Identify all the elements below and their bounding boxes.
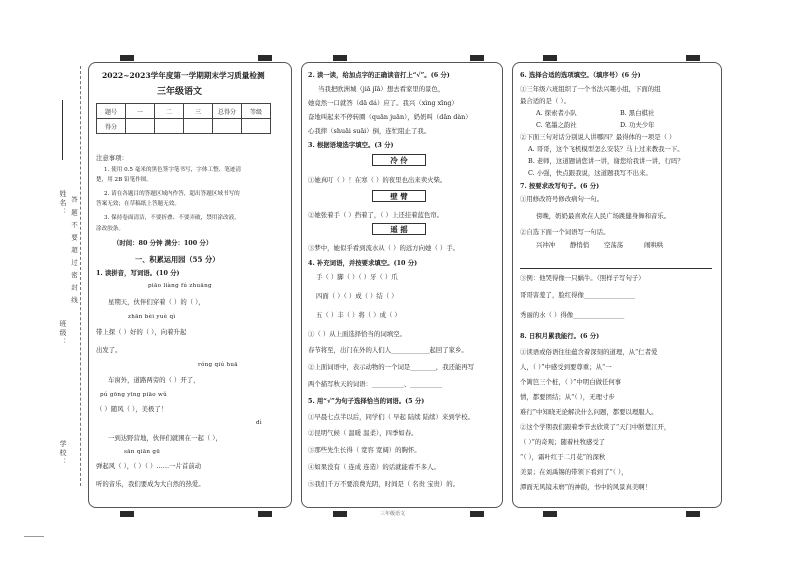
- q4-row: 四面（ ）（ ）成（ ）结（ ）: [316, 292, 398, 300]
- page-footer: 三年级语文: [380, 511, 406, 517]
- pinyin: sān qiān gū: [124, 449, 161, 455]
- name-label: 姓名：: [59, 190, 67, 217]
- registration-mark: [333, 55, 347, 61]
- score-cell[interactable]: [242, 119, 271, 134]
- q8-line: 情，都要团结；从“（ ），无理寸步: [520, 393, 615, 401]
- pinyin: pú gōng yīng piāo wǔ: [100, 392, 168, 398]
- note-line: 楚，用 2B 铅笔作图。: [96, 177, 152, 183]
- registration-mark: [470, 55, 484, 61]
- q6-option: C. 小强，快点跟我说，这道题我写不出来。: [528, 169, 652, 177]
- q7-line: ②自选下面一个词语写一句话。: [520, 228, 610, 236]
- margin-tick: [24, 536, 44, 537]
- registration-mark: [333, 511, 347, 517]
- q7-line: ①用修改符号修改病句一句。: [520, 195, 604, 203]
- q5-sentence: ③那些先生长得（ 宽容 宽阔）的胸怀。: [308, 446, 421, 454]
- score-header: 总得分: [213, 104, 242, 119]
- school-label: 学校：: [59, 440, 67, 467]
- q4-title: 4. 补充词语，并按要求填空。(10 分): [308, 259, 418, 267]
- q7-line: 傍晚，奶奶最喜欢在人民广场跳健身舞和音乐。: [536, 212, 671, 220]
- q8-title: 8. 日积月累我能行。(6 分): [520, 332, 600, 340]
- q8-line: 人，（ ）”中感受到要尊重；从“一: [520, 363, 612, 371]
- q1-line: （ ）随风（ ），美极了！: [96, 405, 168, 413]
- q7-word: 静悄悄: [570, 241, 590, 249]
- q7-word: 兴冲冲: [536, 241, 556, 249]
- exam-title: 2022~2023学年度第一学期期末学习质量检测: [102, 71, 265, 80]
- note-line: 1. 使用 0.5 毫米的黑色签字笔书写，字体工整、笔迹清: [104, 167, 242, 173]
- class-label: 班级：: [59, 320, 67, 347]
- q5-sentence: ②昆明气候（ 温暖 温柔），四季如春。: [308, 429, 418, 437]
- q7-title: 7. 按要求改写句子。(6 分): [520, 182, 600, 190]
- score-cell[interactable]: [213, 119, 242, 134]
- q7-word: 空荡荡: [604, 241, 624, 249]
- note-line: 答案无效；在草稿纸上答题无效。: [96, 201, 180, 207]
- q3-title: 3. 根据语境选字填空。(3 分): [308, 141, 394, 149]
- q4-sentence: ②上面词语中，表示动物的一个词是________，我还能再写: [308, 363, 475, 371]
- q8-line: ②这个学期我们跟着季节去欣赏了“天门中断楚江开，: [520, 423, 671, 431]
- registration-mark: [258, 55, 272, 61]
- score-header: 题号: [97, 104, 126, 119]
- score-cell[interactable]: [126, 119, 155, 134]
- q3-sentence: ③梦中，她似乎看到流水从（ ）的远方向她（ ）手。: [308, 244, 460, 252]
- score-table: [96, 103, 271, 134]
- q7-line: 秀丽的水（ ）得像________________: [520, 311, 625, 319]
- score-row-label: 得分: [97, 119, 126, 134]
- q4-sentence: 两个描写秋天的词语：__________、__________: [308, 380, 443, 388]
- q7-line: 哥哥害羞了，脸红得像________________: [520, 291, 636, 299]
- q3-sentence: ①她真叮（ ）！在寒（ ）的夜里也出来卖火柴。: [308, 176, 447, 184]
- pinyin: piāo liàng fú zhuāng: [148, 283, 212, 289]
- seal-text: 答 题 不 要 超 过 密 封 线: [70, 196, 78, 306]
- q8-line: 难行”中知晓无论解决什么问题，都要以理服人。: [520, 408, 658, 416]
- q6-line: 最合适的是（ ）。: [520, 97, 570, 105]
- q1-line: 星期天，伙伴们穿着（ ）的（ ），: [108, 298, 205, 306]
- q7-line: ③例：他哭得像一只蜗牛。（照样子写句子）: [520, 274, 645, 282]
- q1-line: 出发了。: [96, 346, 122, 354]
- seal-line: [80, 66, 81, 486]
- registration-mark: [470, 511, 484, 517]
- q8-line: 个篱笆三个桩，（ ）”中明白做任何事: [520, 378, 622, 386]
- q8-line: “（ ），霜叶红于二月花”的深秋: [520, 453, 606, 461]
- registration-mark: [120, 55, 134, 61]
- q6-option: A. 探索者小队: [536, 109, 577, 117]
- q5-title: 5. 用“√”为句子选择恰当的词语。(5 分): [308, 397, 425, 405]
- registration-mark: [258, 511, 272, 517]
- q1-line: 听的音乐，我们要成为大自然的热爱。: [96, 480, 205, 488]
- score-header: 一: [126, 104, 155, 119]
- score-cell[interactable]: [184, 119, 213, 134]
- pinyin: zhān bèi yuè qì: [128, 314, 176, 320]
- q3-sentence: ②她张着手（ ）挡着了，（ ）上还挂着蓝色帘。: [308, 211, 444, 219]
- q6-line: ①三年级六班组织了一个书法兴趣小组，下面的组: [520, 85, 661, 93]
- word-choice-box: 遥 摇: [372, 223, 426, 235]
- answer-line[interactable]: [520, 268, 712, 269]
- exam-subtitle: 三年级语文: [157, 87, 203, 97]
- q7-word: 闹哄哄: [644, 241, 664, 249]
- q5-sentence: ⑤我们千万不要浪费光阴，时间是（ 名贵 宝贵）的。: [308, 480, 460, 488]
- q1-line: 带上探（ ）好的（ ），向着升起: [96, 328, 187, 336]
- score-header: 二: [155, 104, 184, 119]
- time-score: （时间：80 分钟 满分：100 分）: [113, 239, 213, 247]
- notes-title: 注意事项：: [96, 154, 128, 162]
- registration-mark: [543, 55, 557, 61]
- word-choice-box: 冷 伶: [372, 154, 426, 166]
- q2-line: 她竟然一口就答（dā dá）应了。我兴（xìng xīng）: [308, 99, 458, 107]
- q2-title: 2. 读一读，给加点字的正确读音打上“√”。(6 分): [308, 71, 450, 79]
- q6-line: ②下面三句对话分别说人讲哪四？最得体的一项是（ ）: [520, 133, 676, 141]
- q6-option: B. 黑白棋社: [620, 109, 655, 117]
- q6-option: D. 功夫少年: [620, 121, 655, 129]
- q5-sentence: ④如果没有（ 连成 连造）的话就能看不多人。: [308, 463, 440, 471]
- q6-title: 6. 选择合适的选项填空。（填序号）(6 分): [520, 71, 641, 79]
- q8-line: 潭面无风镜未磨”的神韵，书中的风景真美啊！: [520, 483, 652, 491]
- part1-heading: 一、积累运用园（55 分）: [135, 255, 220, 264]
- q6-option: A. 哥哥，这个飞机模型怎么安装？马上过来教我一下。: [528, 145, 684, 153]
- name-line: [62, 100, 63, 160]
- q2-line: 心我摔（shuāi suāi）倒，连忙阻止了我。: [308, 127, 431, 135]
- score-cell[interactable]: [155, 119, 184, 134]
- registration-mark: [120, 511, 134, 517]
- q1-line: 弹起风（ ），（ ）（ ）……一片首前动: [96, 462, 202, 470]
- q4-row: 手（ ）脚（ ）（ ）牙（ ）爪: [316, 273, 398, 281]
- score-header: 三: [184, 104, 213, 119]
- note-line: 3. 保持卷面清洁，不要折叠、不要弄破，禁用涂改液、: [104, 215, 240, 221]
- registration-mark: [686, 55, 700, 61]
- q4-row: 五（ ）丰（ ）将（ ）成（ ）: [316, 311, 401, 319]
- score-header: 等级: [242, 104, 271, 119]
- pinyin: róng qiú huā: [198, 362, 238, 368]
- q8-line: ①读语或俗语往往蕴含着深刻的道理，从“仁者爱: [520, 348, 658, 356]
- note-line: 涂改胶条。: [96, 226, 124, 232]
- q4-sentence: 春节将至，出门在外的人们人____________起回了家乡。: [308, 346, 468, 354]
- pinyin: dì: [256, 420, 262, 426]
- q2-line: 奋地叫起来不停转圈（quān juān），奶奶叫（dān dàn）: [308, 113, 472, 121]
- registration-mark: [543, 511, 557, 517]
- q8-line: 美景；在刘禹锡的带领下看到了“（ ），: [520, 468, 628, 476]
- q4-sentence: ①（ ）从上面选择恰当的词填空。: [308, 330, 406, 338]
- word-choice-box: 壁 臂: [372, 190, 426, 202]
- q5-sentence: ①早晨七点半以后，同学们（ 早起 陆续 陆续）来到学校。: [308, 413, 474, 421]
- q2-line: 当我把欧洲城（jiā jǐā）想去看家里的景色，: [318, 85, 445, 93]
- q1-line: 车窗外，道路两旁的（ ）开了，: [108, 376, 200, 384]
- note-line: 2. 请在各题目的答题区域内作答，超出答题区域书写的: [104, 191, 240, 197]
- q1-line: 一到达野营地，伙伴们就围在一起（ ），: [108, 434, 222, 442]
- q1-title: 1. 读拼音，写词语。(10 分): [96, 269, 180, 277]
- q8-line: （ ）”的奇观；随着杜牧感受了: [520, 438, 606, 446]
- registration-mark: [686, 511, 700, 517]
- q6-option: B. 老师，这道题请您讲一讲，谢您给我讲一讲，行吗？: [528, 157, 684, 165]
- q6-option: C. 笔墨之韵社: [536, 121, 577, 129]
